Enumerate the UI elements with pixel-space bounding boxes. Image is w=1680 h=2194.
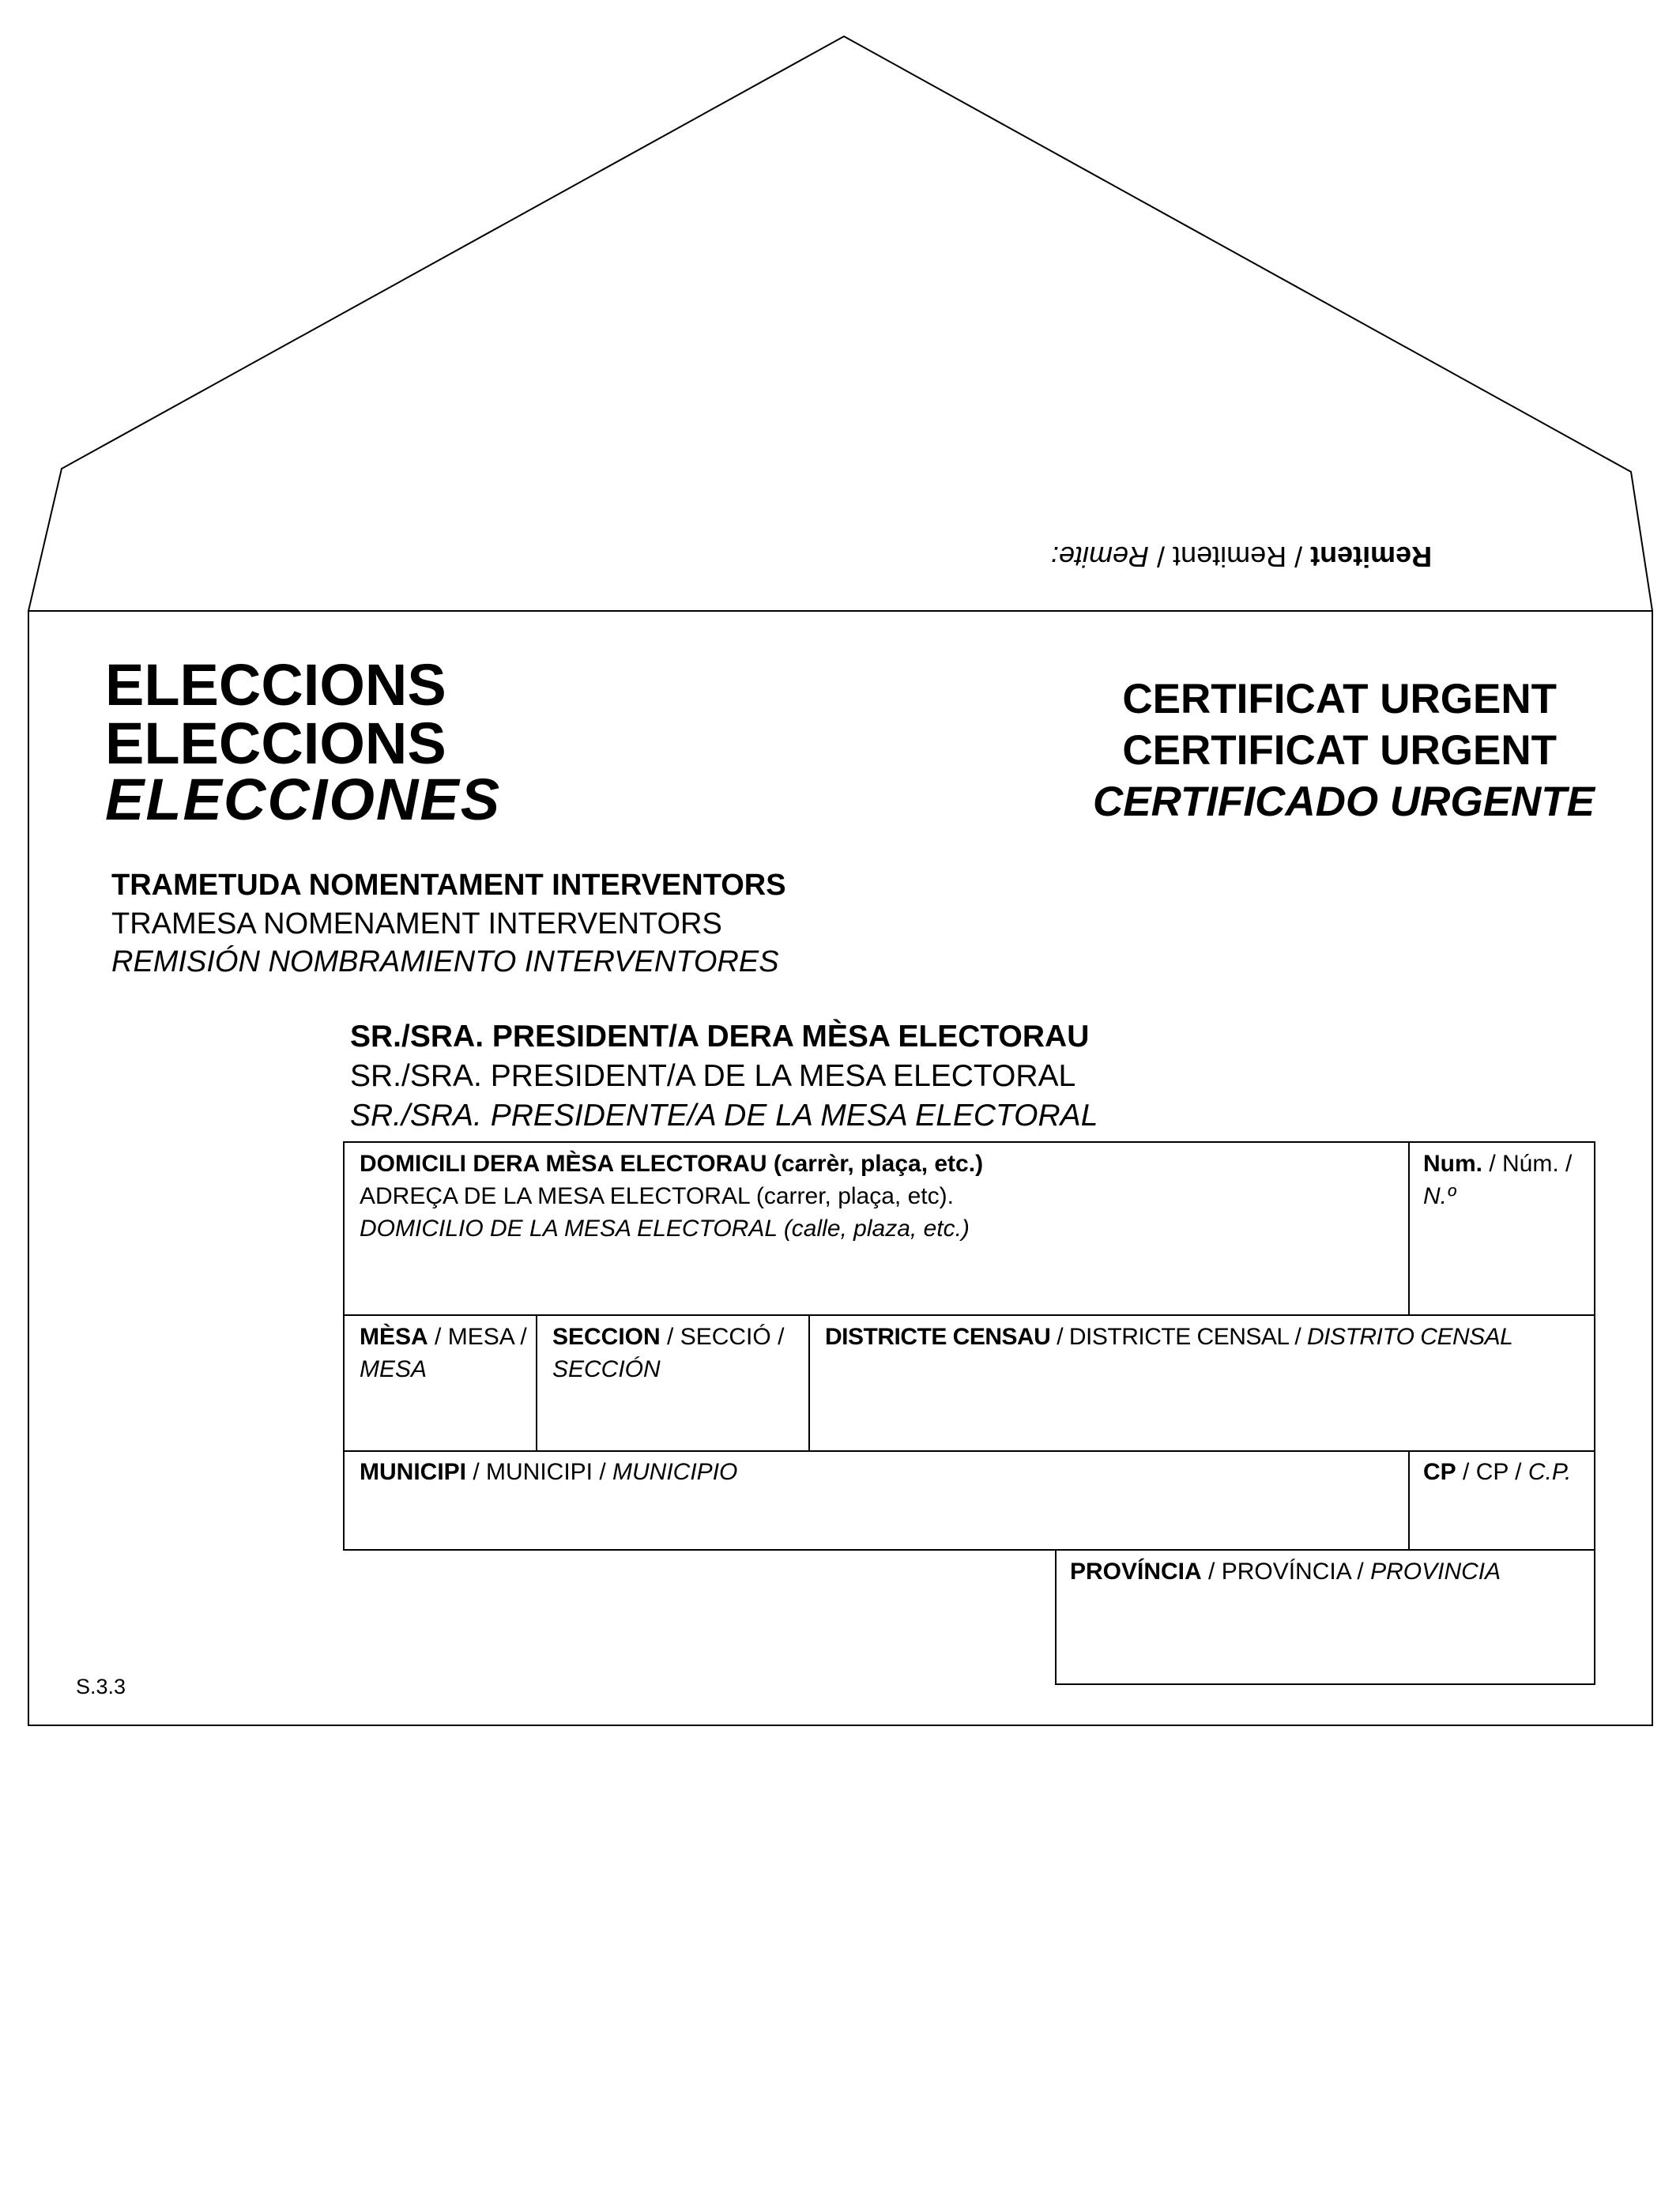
shipment-catalan: TRAMESA NOMENAMENT INTERVENTORS <box>111 907 722 941</box>
sender-label <box>1051 540 1432 573</box>
certificate-occitan: CERTIFICAT URGENT <box>1122 676 1557 722</box>
province-field[interactable] <box>1070 1555 1501 1588</box>
municipality-label-occitan: MUNICIPI <box>360 1459 466 1485</box>
recipient-occitan: SR./SRA. PRESIDENT/A DERA MÈSA ELECTORAU <box>350 1020 1090 1054</box>
number-field[interactable] <box>1423 1148 1572 1212</box>
district-label-catalan: DISTRICTE CENSAL <box>1068 1324 1289 1350</box>
number-label-spanish: N.º <box>1423 1183 1456 1209</box>
number-label-catalan: Núm. <box>1502 1151 1559 1177</box>
mesa-label-catalan: MESA <box>447 1324 514 1350</box>
shipment-occitan: TRAMETUDA NOMENTAMENT INTERVENTORS <box>111 869 786 902</box>
label-separator: / <box>1288 1324 1307 1350</box>
label-separator: / <box>514 1324 527 1350</box>
section-label-catalan: SECCIÓ <box>680 1324 771 1350</box>
label-separator: / <box>1050 1324 1069 1350</box>
elections-title-catalan: ELECCIONS <box>105 711 446 776</box>
province-label-spanish: PROVINCIA <box>1370 1559 1501 1585</box>
label-separator: / <box>1482 1151 1503 1177</box>
municipality-label-catalan: MUNICIPI <box>486 1459 593 1485</box>
district-label-spanish: DISTRITO CENSAL <box>1307 1324 1513 1350</box>
label-separator: / <box>1508 1459 1528 1485</box>
sender-occitan: Remitent <box>1310 541 1433 573</box>
province-label-occitan: PROVÍNCIA <box>1070 1559 1202 1585</box>
postal-code-label-catalan: CP <box>1475 1459 1509 1485</box>
recipient-spanish: SR./SRA. PRESIDENTE/A DE LA MESA ELECTORAL <box>350 1099 1098 1133</box>
mesa-field[interactable] <box>360 1321 527 1385</box>
label-separator: / <box>660 1324 680 1350</box>
sender-spanish: Remite: <box>1051 541 1150 573</box>
domicile-label-occitan: DOMICILI DERA MÈSA ELECTORAU (carrèr, plaça, etc.) <box>360 1151 984 1177</box>
certificate-spanish: CERTIFICADO URGENTE <box>1092 778 1595 825</box>
domicile-label-spanish: DOMICILIO DE LA MESA ELECTORAL (calle, plaza, etc.) <box>360 1216 970 1242</box>
envelope-flap <box>28 36 1652 611</box>
label-separator: / <box>1558 1151 1573 1177</box>
label-separator: / <box>1350 1559 1371 1585</box>
label-separator: / <box>428 1324 448 1350</box>
section-field[interactable] <box>552 1321 784 1385</box>
municipality-field[interactable] <box>360 1456 737 1488</box>
label-separator: / <box>466 1459 487 1485</box>
postal-code-label-occitan: CP <box>1423 1459 1456 1485</box>
form-code: S.3.3 <box>76 1675 126 1698</box>
elections-title-occitan: ELECCIONS <box>105 652 446 718</box>
section-label-spanish: SECCIÓN <box>552 1356 661 1382</box>
municipality-label-spanish: MUNICIPIO <box>612 1459 738 1485</box>
shipment-spanish: REMISIÓN NOMBRAMIENTO INTERVENTORES <box>111 945 779 978</box>
sender-catalan: Remitent <box>1173 541 1287 573</box>
domicile-field[interactable] <box>360 1148 983 1245</box>
number-label-occitan: Num. <box>1423 1151 1482 1177</box>
recipient-catalan: SR./SRA. PRESIDENT/A DE LA MESA ELECTORAL <box>350 1059 1076 1093</box>
label-separator: / <box>770 1324 785 1350</box>
sender-separator: / <box>1286 541 1311 573</box>
section-label-occitan: SECCION <box>552 1324 661 1350</box>
sender-separator: / <box>1149 541 1173 573</box>
elections-title-spanish: ELECCIONES <box>105 767 502 832</box>
label-separator: / <box>1201 1559 1222 1585</box>
district-field[interactable] <box>825 1321 1512 1353</box>
certificate-catalan: CERTIFICAT URGENT <box>1122 727 1557 774</box>
postal-code-field[interactable] <box>1423 1456 1571 1488</box>
postal-code-label-spanish: C.P. <box>1527 1459 1572 1485</box>
province-label-catalan: PROVÍNCIA <box>1221 1559 1351 1585</box>
mesa-label-spanish: MESA <box>360 1356 428 1382</box>
domicile-label-catalan: ADREÇA DE LA MESA ELECTORAL (carrer, plaça, etc). <box>360 1183 954 1209</box>
mesa-label-occitan: MÈSA <box>360 1324 428 1350</box>
label-separator: / <box>1456 1459 1476 1485</box>
district-label-occitan: DISTRICTE CENSAU <box>825 1324 1051 1350</box>
label-separator: / <box>593 1459 613 1485</box>
